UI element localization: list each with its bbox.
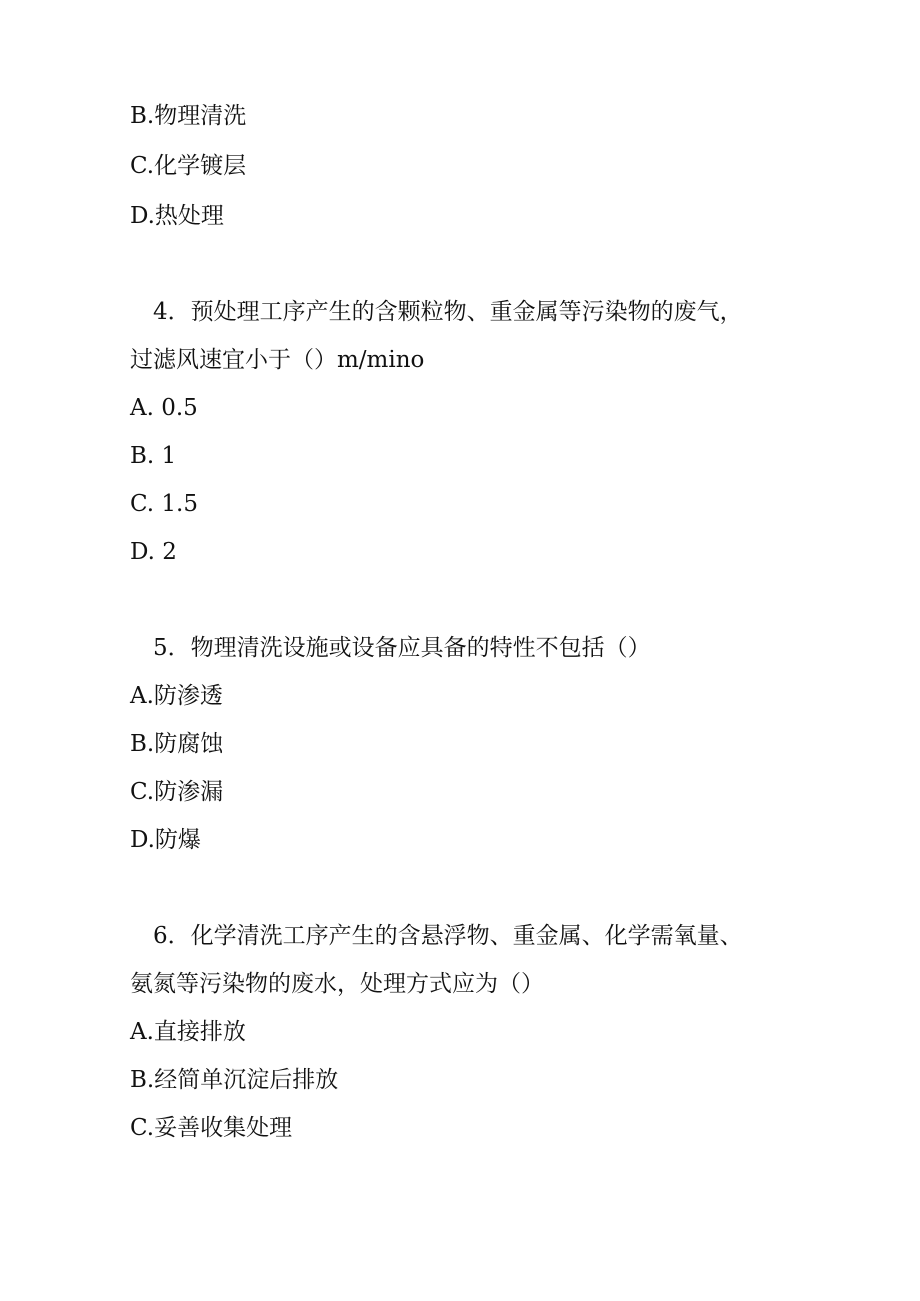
q6-stem-line1: 6．化学清洗工序产生的含悬浮物、重金属、化学需氧量、 [153, 923, 743, 949]
q5-option-c: C.防渗漏 [130, 779, 224, 805]
q4-stem-line1: 4．预处理工序产生的含颗粒物、重金属等污染物的废气， [153, 299, 743, 325]
q4-option-c: C. 1.5 [130, 491, 198, 517]
q5-option-d: D.防爆 [130, 827, 201, 853]
q4-option-a: A. 0.5 [130, 395, 198, 421]
q5-stem-line1: 5．物理清洗设施或设备应具备的特性不包括（） [153, 635, 651, 661]
q6-option-c: C.妥善收集处理 [130, 1115, 293, 1141]
q3-option-d: D.热处理 [130, 203, 224, 229]
q4-stem-line2: 过滤风速宜小于（）m/mino [130, 347, 425, 373]
q6-stem-line2: 氨氮等污染物的废水，处理方式应为（） [130, 971, 544, 997]
q4-option-b: B. 1 [130, 443, 177, 469]
q6-option-a: A.直接排放 [130, 1019, 246, 1045]
q6-option-b: B.经简单沉淀后排放 [130, 1067, 339, 1093]
q5-option-b: B.防腐蚀 [130, 731, 224, 757]
q3-option-c: C.化学镀层 [130, 153, 247, 179]
q5-option-a: A.防渗透 [130, 683, 223, 709]
q4-option-d: D. 2 [130, 539, 177, 565]
q3-option-b: B.物理清洗 [130, 103, 247, 129]
